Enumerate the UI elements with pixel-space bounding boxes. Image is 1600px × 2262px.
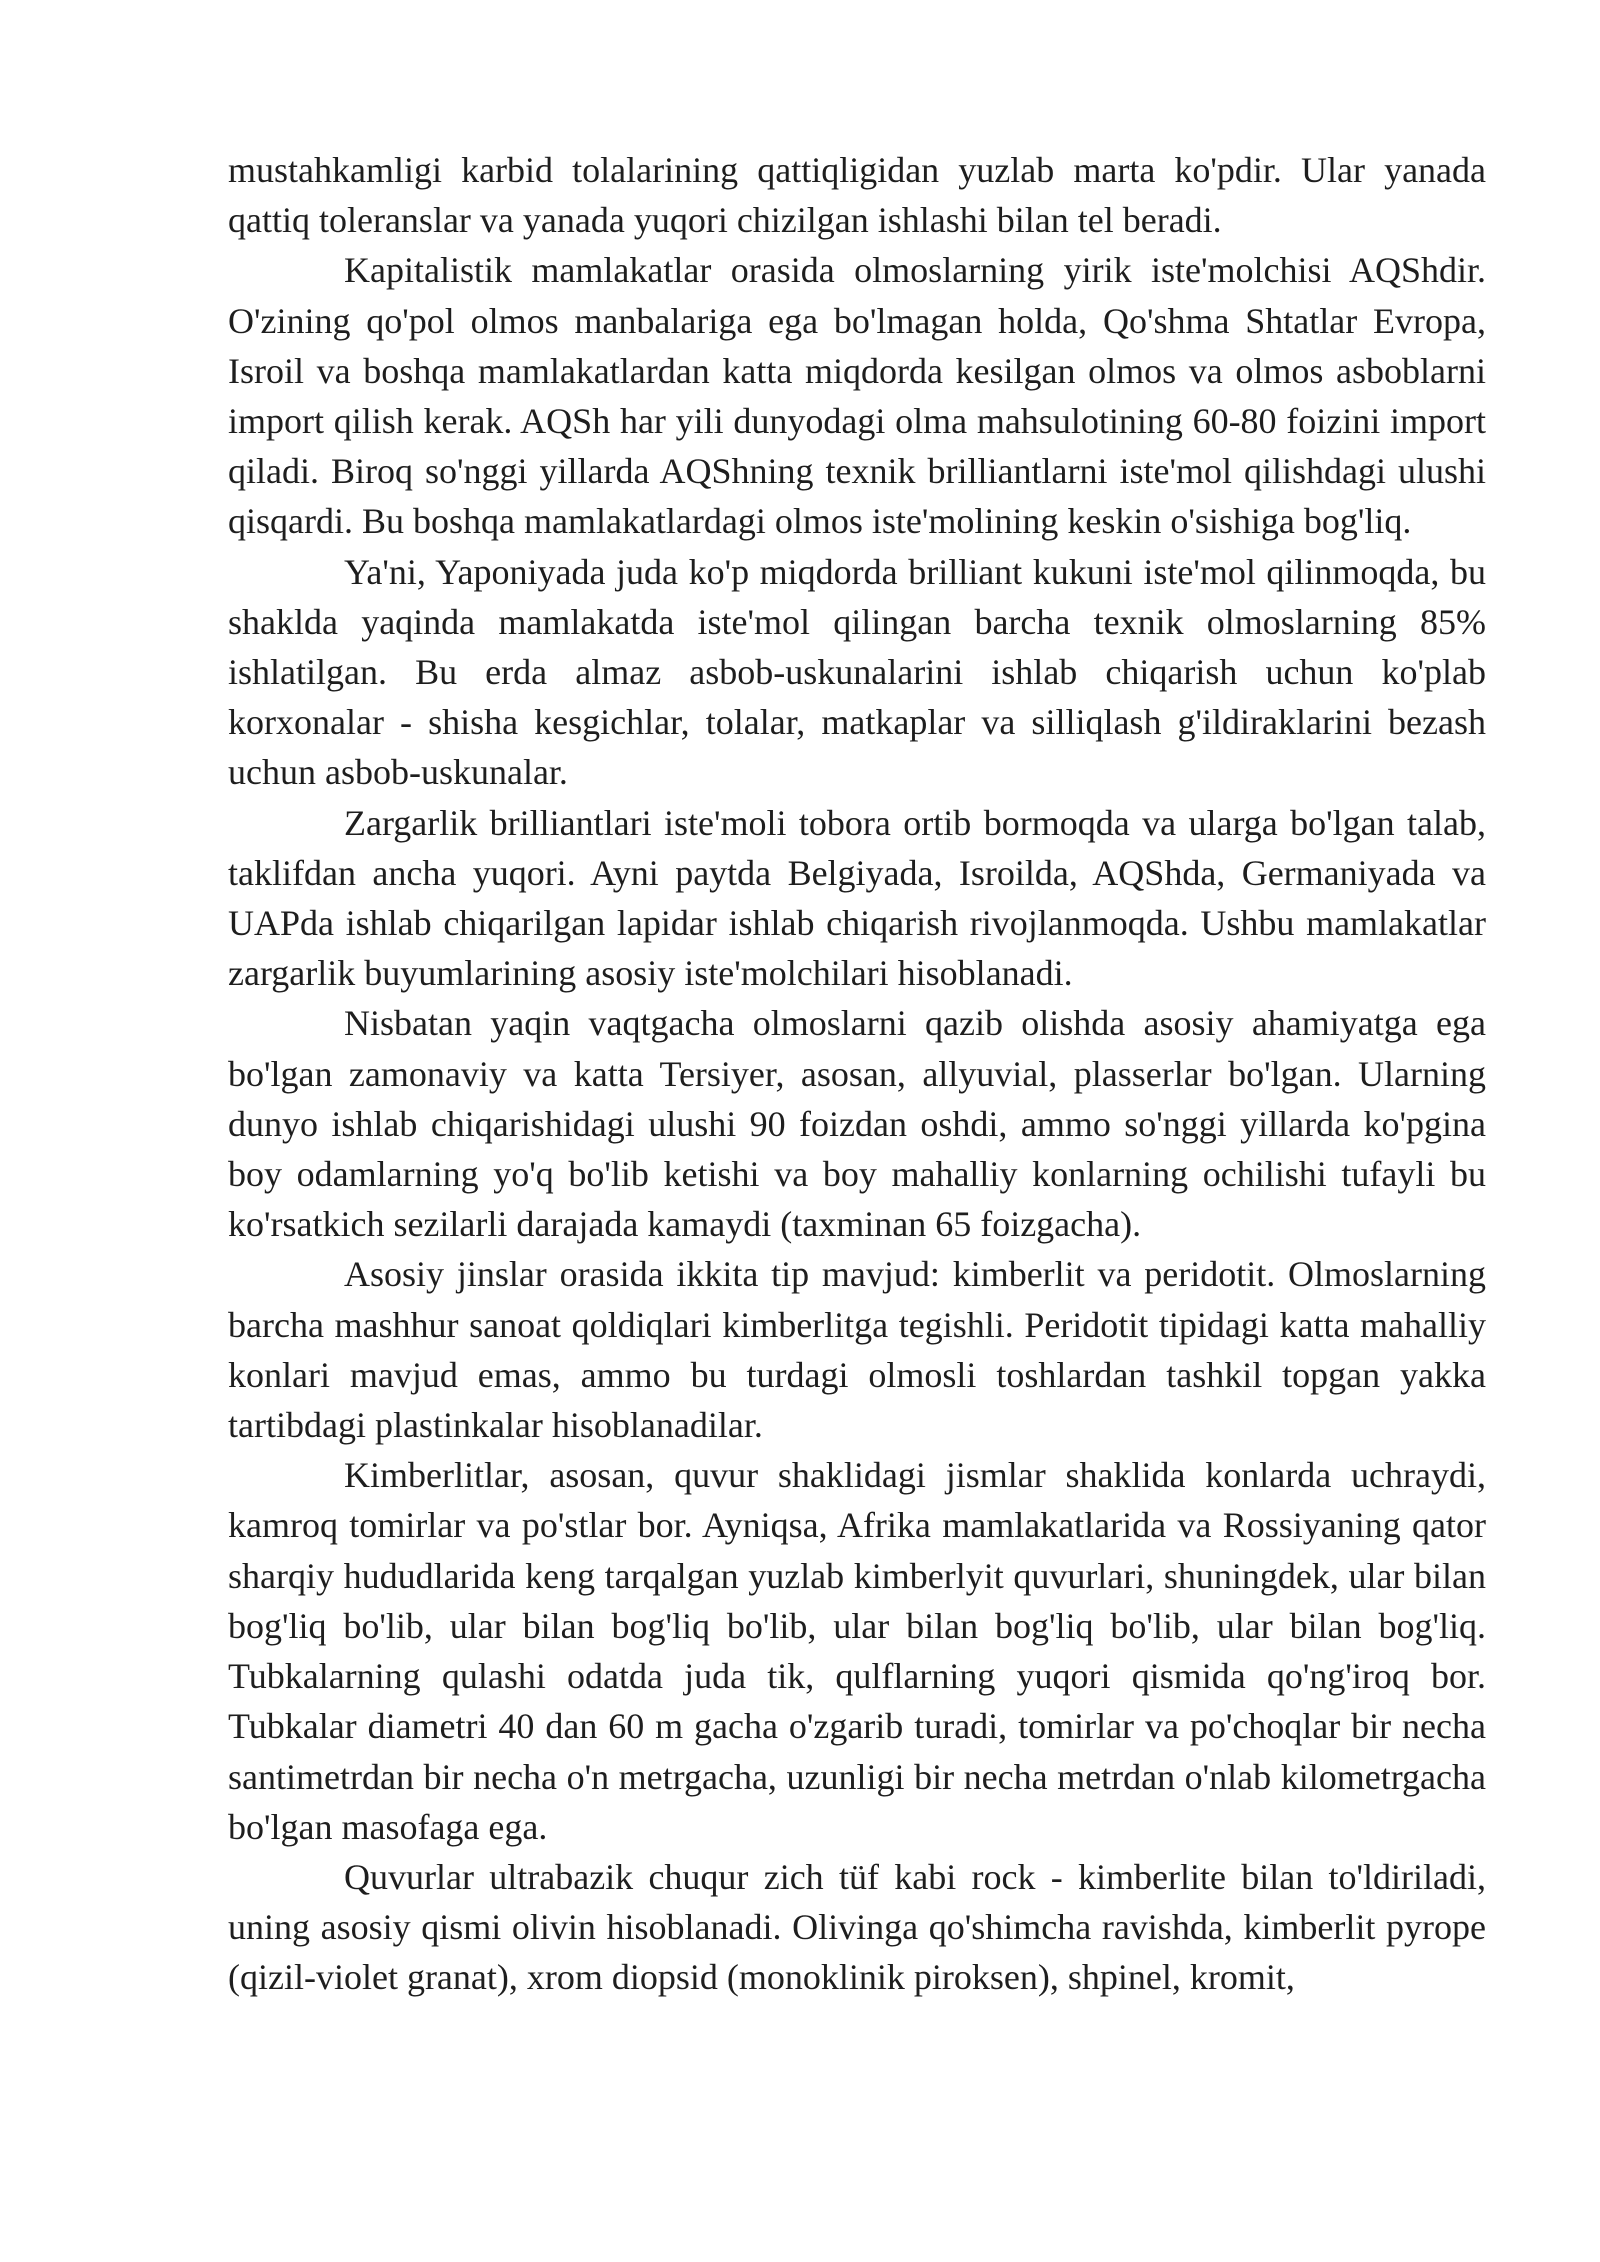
paragraph-japan-usage: Ya'ni, Yaponiyada juda ko'p miqdorda brilliant kukuni iste'mol qilinmoqda, bu shaklda yaqinda mamlakatda iste'mol qilingan barcha texnik olmoslarning 85% ishlatilgan. Bu erda almaz asbob-uskunalarini ishlab chiqarish uchun ko'plab korxonalar - shisha kesgichlar, tolalar, matkaplar va silliqlash g'ildiraklarini bezash uchun asbob-uskunalar. [228, 551, 1486, 793]
paragraph-kimberlite-pipes: Kimberlitlar, asosan, quvur shaklidagi jismlar shaklida konlarda uchraydi, kamroq tomirlar va po'stlar bor. Ayniqsa, Afrika mamlakatlarida va Rossiyaning qator sharqiy hududlarida keng tarqalgan yuzlab kimberlyit quvurlari, shuningdek, ular bilan bog'liq bo'lib, ular bilan bog'liq bo'lib, ular bilan bog'liq bo'lib, ular bilan bog'liq. Tubkalarning qulashi odatda juda tik, qulflarning yuqori qismida qo'ng'iroq bor. Tubkalar diametri 40 dan 60 m gacha o'zgarib turadi, tomirlar va po'choqlar bir necha santimetrdan bir necha o'n metrgacha, uzunligi bir necha metrdan o'nlab kilometrgacha bo'lgan masofaga ega. [228, 1455, 1486, 1847]
paragraph-pipe-composition: Quvurlar ultrabazik chuqur zich tüf kabi rock - kimberlite bilan to'ldiriladi, uning asosiy qismi olivin hisoblanadi. Olivinga qo'shimcha ravishda, kimberlit pyrope (qizil-violet granat), xrom diopsid (monoklinik piroksen), shpinel, kromit, [228, 1856, 1486, 1998]
paragraph-jewelry-diamonds: Zargarlik brilliantlari iste'moli tobora ortib bormoqda va ularga bo'lgan talab, taklifdan ancha yuqori. Ayni paytda Belgiyada, Isroilda, AQShda, Germaniyada va UAPda ishlab chiqarilgan lapidar ishlab chiqarish rivojlanmoqda. Ushbu mamlakatlar zargarlik buyumlarining asosiy iste'molchilari hisoblanadi. [228, 802, 1486, 994]
document-page [228, 145, 1486, 2003]
paragraph-rock-types: Asosiy jinslar orasida ikkita tip mavjud: kimberlit va peridotit. Olmoslarning barcha mashhur sanoat qoldiqlari kimberlitga tegishli. Peridotit tipidagi katta mahalliy konlari mavjud emas, ammo bu turdagi olmosli toshlardan tashkil topgan yakka tartibdagi plastinkalar hisoblanadilar. [228, 1254, 1486, 1446]
paragraph-placer-deposits: Nisbatan yaqin vaqtgacha olmoslarni qazib olishda asosiy ahamiyatga ega bo'lgan zamonaviy va katta Tersiyer, asosan, allyuvial, plasserlar bo'lgan. Ularning dunyo ishlab chiqarishidagi ulushi 90 foizdan oshdi, ammo so'nggi yillarda ko'pgina boy odamlarning yo'q bo'lib ketishi va boy mahalliy konlarning ochilishi tufayli bu ko'rsatkich sezilarli darajada kamaydi (taxminan 65 foizgacha). [228, 1003, 1486, 1245]
paragraph-continuation: mustahkamligi karbid tolalarining qattiqligidan yuzlab marta ko'pdir. Ular yanada qattiq toleranslar va yanada yuqori chizilgan ishlashi bilan tel beradi. [228, 150, 1486, 241]
paragraph-diamond-consumers: Kapitalistik mamlakatlar orasida olmoslarning yirik iste'molchisi AQShdir. O'zining qo'pol olmos manbalariga ega bo'lmagan holda, Qo'shma Shtatlar Evropa, Isroil va boshqa mamlakatlardan katta miqdorda kesilgan olmos va olmos asboblarni import qilish kerak. AQSh har yili dunyodagi olma mahsulotining 60-80 foizini import qiladi. Biroq so'nggi yillarda AQShning texnik brilliantlarni iste'mol qilishdagi ulushi qisqardi. Bu boshqa mamlakatlardagi olmos iste'molining keskin o'sishiga bog'liq. [228, 250, 1486, 542]
